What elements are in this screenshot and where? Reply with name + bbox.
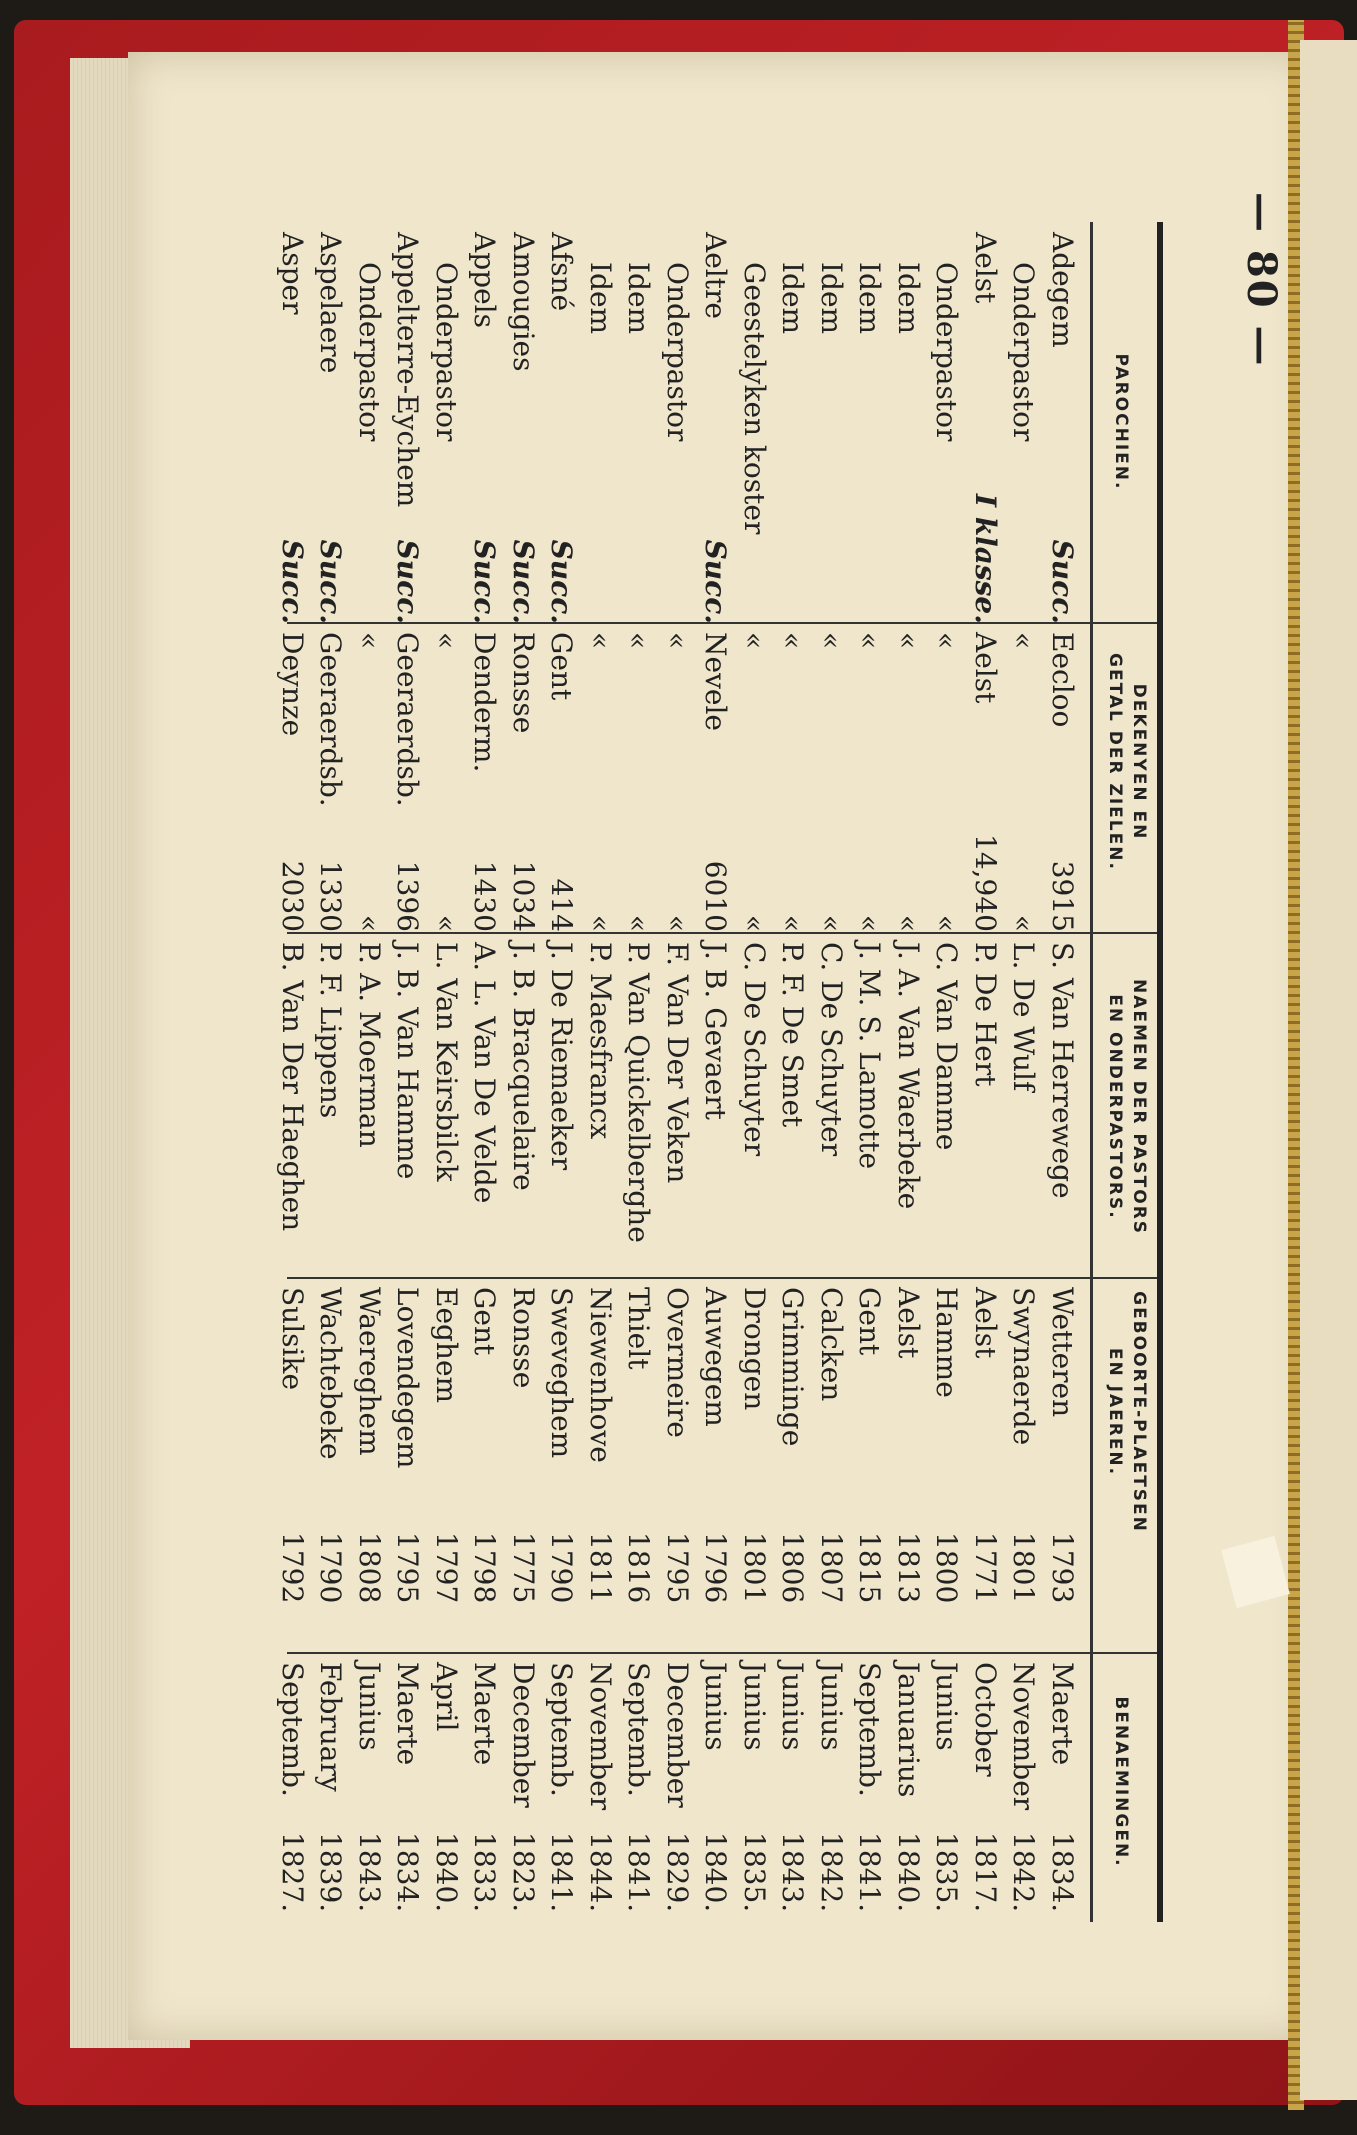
soul-count: « bbox=[584, 914, 617, 932]
birth-year: 1811 bbox=[584, 1532, 617, 1604]
deanery: « bbox=[930, 632, 964, 650]
parish-class: Succ. bbox=[314, 539, 348, 624]
deanery: Eecloo bbox=[1046, 632, 1079, 728]
parish-name: Onderpastor bbox=[1007, 262, 1041, 442]
birth-year: 1807 bbox=[815, 1532, 848, 1604]
parish-name: Amougies bbox=[507, 232, 540, 372]
birth-year: 1790 bbox=[314, 1532, 348, 1604]
deanery: « bbox=[738, 632, 771, 650]
parish-name: Idem bbox=[584, 262, 617, 335]
header-parish: PAROCHIEN. bbox=[1111, 353, 1131, 491]
soul-count: 1396 bbox=[391, 860, 425, 932]
birth-place: Niewenhove bbox=[584, 1287, 617, 1463]
appointment-month: Maerte bbox=[1046, 1662, 1079, 1766]
table-row bbox=[852, 222, 889, 1922]
parish-name: Asper bbox=[276, 232, 309, 315]
soul-count: « bbox=[622, 914, 656, 932]
table-row bbox=[967, 222, 1004, 1922]
table-row bbox=[274, 222, 311, 1922]
birth-place: Ronsse bbox=[507, 1287, 540, 1389]
pastor-name: P. Van Quickelberghe bbox=[622, 942, 656, 1243]
appointment-month: November bbox=[584, 1662, 617, 1811]
folded-corner bbox=[1221, 1536, 1290, 1608]
table-row bbox=[467, 222, 504, 1922]
birth-year: 1775 bbox=[507, 1532, 540, 1604]
parish-name: Appels bbox=[468, 232, 502, 328]
birth-place: Thielt bbox=[622, 1287, 656, 1370]
table-row bbox=[621, 222, 658, 1922]
appointment-year: 1842. bbox=[1007, 1832, 1041, 1913]
deanery: Denderm. bbox=[468, 632, 502, 773]
soul-count: « bbox=[930, 914, 964, 932]
parish-name: Geestelyken koster bbox=[738, 262, 771, 535]
page-number: — 80 — bbox=[1238, 192, 1285, 368]
appointment-year: 1835. bbox=[738, 1832, 771, 1913]
appointment-month: Maerte bbox=[468, 1662, 502, 1766]
parish-name: Adegem bbox=[1046, 232, 1079, 348]
birth-place: Overmeire bbox=[661, 1287, 694, 1438]
deanery: « bbox=[853, 632, 887, 650]
parish-class: Succ. bbox=[507, 539, 540, 624]
soul-count: 414 bbox=[545, 878, 579, 932]
parish-class: Succ. bbox=[276, 539, 309, 624]
soul-count: « bbox=[738, 914, 771, 932]
parish-name: Idem bbox=[776, 262, 810, 335]
appointment-year: 1817. bbox=[969, 1832, 1002, 1913]
table-row bbox=[1044, 222, 1081, 1922]
deanery: « bbox=[776, 632, 810, 650]
soul-count: 1034 bbox=[507, 860, 540, 932]
parish-class: Succ. bbox=[1046, 539, 1079, 624]
birth-place: Swynaerde bbox=[1007, 1287, 1041, 1446]
parish-class: Succ. bbox=[468, 539, 502, 624]
deanery: Gent bbox=[545, 632, 579, 701]
birth-place: Aelst bbox=[969, 1287, 1002, 1359]
deanery: « bbox=[815, 632, 848, 650]
appointment-year: 1835. bbox=[930, 1832, 964, 1913]
parish-name: Idem bbox=[853, 262, 887, 335]
deanery: « bbox=[353, 632, 386, 650]
birth-year: 1790 bbox=[545, 1532, 579, 1604]
table-row bbox=[659, 222, 696, 1922]
soul-count: « bbox=[1007, 914, 1041, 932]
table-row bbox=[313, 222, 350, 1922]
soul-count: 2030 bbox=[276, 860, 309, 932]
deanery: « bbox=[1007, 632, 1041, 650]
pastor-name: J. B. Bracquelaire bbox=[507, 942, 540, 1191]
table-row bbox=[505, 222, 542, 1922]
appointment-month: Junius bbox=[738, 1662, 771, 1751]
pastor-name: C. Van Damme bbox=[930, 942, 964, 1151]
table-row bbox=[582, 222, 619, 1922]
birth-place: Gent bbox=[468, 1287, 502, 1356]
deanery: « bbox=[584, 632, 617, 650]
pastor-name: C. De Schuyter bbox=[815, 942, 848, 1157]
pastor-name: B. Van Der Haeghen bbox=[276, 942, 309, 1232]
birth-place: Lovendegem bbox=[391, 1287, 425, 1469]
appointment-year: 1834. bbox=[1046, 1832, 1079, 1913]
table-row bbox=[428, 222, 465, 1922]
appointment-month: Septemb. bbox=[853, 1662, 887, 1797]
deanery: Nevele bbox=[699, 632, 733, 731]
header-pastors: NAEMEN DER PASTORS EN ONDERPASTORS. bbox=[1105, 978, 1149, 1236]
pastor-name: L. Van Keirsbilck bbox=[430, 942, 463, 1182]
table-row bbox=[698, 222, 735, 1922]
parish-name: Onderpastor bbox=[430, 262, 463, 442]
rotated-table-content bbox=[128, 52, 1313, 2040]
pastor-name: J. A. Van Waerbeke bbox=[892, 942, 925, 1210]
appointment-month: Januarius bbox=[892, 1662, 925, 1798]
appointment-month: February bbox=[314, 1662, 348, 1792]
appointment-year: 1823. bbox=[507, 1832, 540, 1913]
table-row bbox=[351, 222, 388, 1922]
birth-year: 1792 bbox=[276, 1532, 309, 1604]
birth-place: Grimminge bbox=[776, 1287, 810, 1447]
pastor-name: F. Van Der Veken bbox=[661, 942, 694, 1184]
birth-place: Aelst bbox=[892, 1287, 925, 1359]
parish-name: Onderpastor bbox=[661, 262, 694, 442]
appointment-year: 1841. bbox=[545, 1832, 579, 1913]
appointment-year: 1839. bbox=[314, 1832, 348, 1913]
birth-year: 1813 bbox=[892, 1532, 925, 1604]
parish-name: Afsné bbox=[545, 232, 579, 312]
soul-count: « bbox=[353, 914, 386, 932]
appointment-month: Septemb. bbox=[545, 1662, 579, 1797]
soul-count: « bbox=[661, 914, 694, 932]
birth-place: Auwegem bbox=[699, 1287, 733, 1427]
birth-year: 1771 bbox=[969, 1532, 1002, 1604]
header-appointments: BENAEMINGEN. bbox=[1111, 1696, 1131, 1868]
birth-year: 1795 bbox=[661, 1532, 694, 1604]
parish-class: Succ. bbox=[545, 539, 579, 624]
appointment-month: December bbox=[507, 1662, 540, 1808]
appointment-month: Septemb. bbox=[622, 1662, 656, 1797]
birth-place: Sulsike bbox=[276, 1287, 309, 1391]
birth-year: 1808 bbox=[353, 1532, 386, 1604]
soul-count: « bbox=[776, 914, 810, 932]
appointment-month: April bbox=[430, 1662, 463, 1732]
parish-class: Succ. bbox=[391, 539, 425, 624]
birth-place: Hamme bbox=[930, 1287, 964, 1398]
appointment-month: Junius bbox=[930, 1662, 964, 1751]
pastor-name: S. Van Herrewege bbox=[1046, 942, 1079, 1199]
parish-name: Onderpastor bbox=[353, 262, 386, 442]
parish-name: Onderpastor bbox=[930, 262, 964, 442]
birth-year: 1798 bbox=[468, 1532, 502, 1604]
header-rule bbox=[1090, 222, 1093, 1922]
appointment-year: 1840. bbox=[699, 1832, 733, 1913]
appointment-year: 1843. bbox=[776, 1832, 810, 1913]
birth-year: 1801 bbox=[1007, 1532, 1041, 1604]
parish-name: Aelst bbox=[969, 232, 1002, 304]
appointment-year: 1844. bbox=[584, 1832, 617, 1913]
birth-year: 1801 bbox=[738, 1532, 771, 1604]
birth-year: 1793 bbox=[1046, 1532, 1079, 1604]
appointment-month: November bbox=[1007, 1662, 1041, 1811]
table-row bbox=[775, 222, 812, 1922]
birth-place: Waereghem bbox=[353, 1287, 386, 1456]
parish-name: Appelterre-Eychem bbox=[391, 232, 425, 508]
appointment-year: 1841. bbox=[622, 1832, 656, 1913]
deanery: « bbox=[622, 632, 656, 650]
appointment-year: 1840. bbox=[892, 1832, 925, 1913]
appointment-month: Maerte bbox=[391, 1662, 425, 1766]
birth-year: 1797 bbox=[430, 1532, 463, 1604]
birth-year: 1795 bbox=[391, 1532, 425, 1604]
parish-class: I klasse. bbox=[969, 493, 1002, 624]
appointment-year: 1834. bbox=[391, 1832, 425, 1913]
table-row bbox=[390, 222, 427, 1922]
soul-count: « bbox=[430, 914, 463, 932]
pastor-name: P. F. De Smet bbox=[776, 942, 810, 1128]
birth-place: Wetteren bbox=[1046, 1287, 1079, 1418]
deanery: « bbox=[661, 632, 694, 650]
header-birth: GEBOORTE-PLAETSEN EN JAEREN. bbox=[1105, 1291, 1149, 1533]
soul-count: 6010 bbox=[699, 860, 733, 932]
deanery: Deynze bbox=[276, 632, 309, 737]
pastor-name: J. De Riemaeker bbox=[545, 942, 579, 1171]
appointment-year: 1827. bbox=[276, 1832, 309, 1913]
deanery: Geeraerdsb. bbox=[314, 632, 348, 807]
deanery: « bbox=[430, 632, 463, 650]
pastor-name: C. De Schuyter bbox=[738, 942, 771, 1157]
birth-place: Calcken bbox=[815, 1287, 848, 1402]
appointment-month: Junius bbox=[776, 1662, 810, 1751]
parish-class: Succ. bbox=[699, 539, 733, 624]
appointment-year: 1843. bbox=[353, 1832, 386, 1913]
appointment-year: 1840. bbox=[430, 1832, 463, 1913]
appointment-month: December bbox=[661, 1662, 694, 1808]
appointment-month: Junius bbox=[699, 1662, 733, 1751]
appointment-year: 1833. bbox=[468, 1832, 502, 1913]
appointment-year: 1841. bbox=[853, 1832, 887, 1913]
parish-name: Idem bbox=[815, 262, 848, 335]
birth-year: 1800 bbox=[930, 1532, 964, 1604]
appointment-month: Junius bbox=[353, 1662, 386, 1751]
pastor-name: A. L. Van De Velde bbox=[468, 942, 502, 1204]
table-row bbox=[813, 222, 850, 1922]
birth-place: Gent bbox=[853, 1287, 887, 1356]
table-row bbox=[736, 222, 773, 1922]
soul-count: « bbox=[892, 914, 925, 932]
birth-place: Sweveghem bbox=[545, 1287, 579, 1459]
soul-count: 3915 bbox=[1046, 860, 1079, 932]
soul-count: « bbox=[815, 914, 848, 932]
appointment-month: Junius bbox=[815, 1662, 848, 1751]
soul-count: 1430 bbox=[468, 860, 502, 932]
table-row bbox=[1006, 222, 1043, 1922]
table-row bbox=[544, 222, 581, 1922]
pastor-name: J. B. Van Hamme bbox=[391, 942, 425, 1180]
parish-name: Aeltre bbox=[699, 232, 733, 319]
pastor-name: P. Maesfrancx bbox=[584, 942, 617, 1140]
table-top-rule bbox=[1157, 222, 1163, 1922]
deanery: « bbox=[892, 632, 925, 650]
appointment-month: October bbox=[969, 1662, 1002, 1777]
appointment-year: 1829. bbox=[661, 1832, 694, 1913]
pastor-name: J. M. S. Lamotte bbox=[853, 942, 887, 1170]
birth-place: Wachtebeke bbox=[314, 1287, 348, 1460]
appointment-month: Septemb. bbox=[276, 1662, 309, 1797]
pastor-name: J. B. Gevaert bbox=[699, 942, 733, 1120]
soul-count: 14,940 bbox=[969, 834, 1002, 932]
deanery: Geeraerdsb. bbox=[391, 632, 425, 807]
table-row bbox=[929, 222, 966, 1922]
soul-count: « bbox=[853, 914, 887, 932]
deanery: Ronsse bbox=[507, 632, 540, 734]
birth-year: 1796 bbox=[699, 1532, 733, 1604]
parish-name: Idem bbox=[892, 262, 925, 335]
soul-count: 1330 bbox=[314, 860, 348, 932]
pastor-name: P. De Hert bbox=[969, 942, 1002, 1087]
pastor-name: P. A. Moerman bbox=[353, 942, 386, 1148]
deanery: Aelst bbox=[969, 632, 1002, 704]
birth-place: Eeghem bbox=[430, 1287, 463, 1404]
appointment-year: 1842. bbox=[815, 1832, 848, 1913]
parish-name: Idem bbox=[622, 262, 656, 335]
pastor-name: L. De Wulf bbox=[1007, 942, 1041, 1092]
birth-year: 1815 bbox=[853, 1532, 887, 1604]
birth-year: 1816 bbox=[622, 1532, 656, 1604]
pastor-name: P. F. Lippens bbox=[314, 942, 348, 1119]
birth-place: Drongen bbox=[738, 1287, 771, 1411]
birth-year: 1806 bbox=[776, 1532, 810, 1604]
table-row bbox=[890, 222, 927, 1922]
parish-name: Aspelaere bbox=[314, 232, 348, 374]
header-deanery: DEKENYEN EN GETAL DER ZIELEN. bbox=[1105, 653, 1149, 871]
